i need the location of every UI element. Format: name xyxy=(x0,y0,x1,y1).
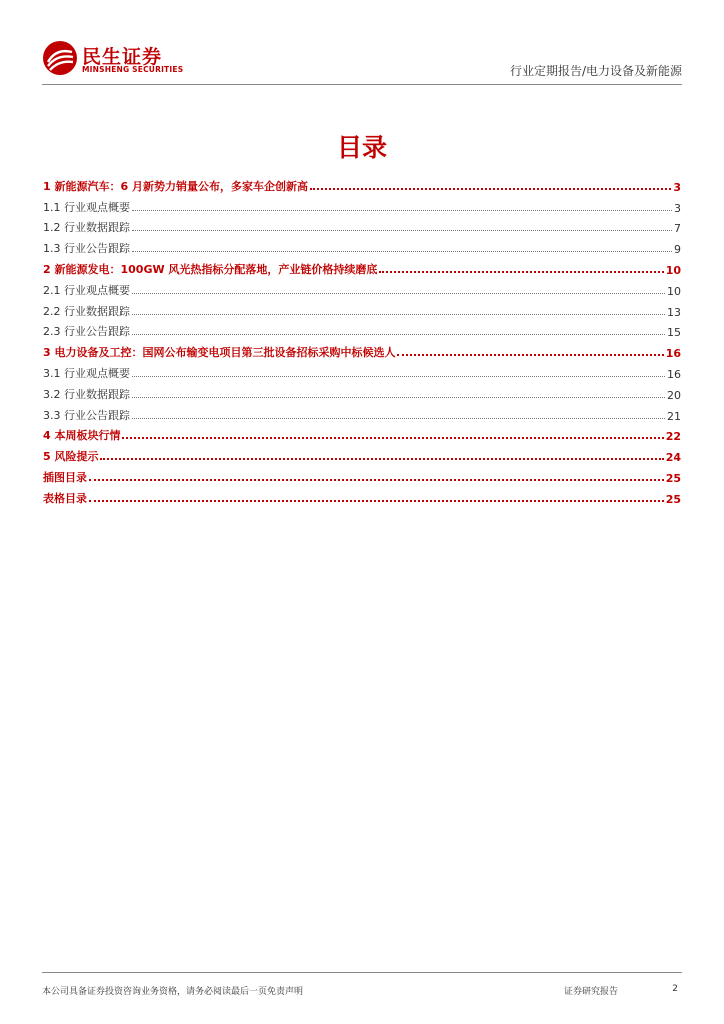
toc-entry-page: 3 xyxy=(674,201,681,215)
toc-entry-page: 9 xyxy=(674,243,681,257)
toc-entry-title: 5 风险提示 xyxy=(43,450,99,464)
toc-dot-leader xyxy=(100,458,663,460)
toc-dot-leader xyxy=(132,376,665,377)
toc-dot-leader xyxy=(122,437,663,439)
company-logo xyxy=(42,40,182,76)
toc-entry-page: 15 xyxy=(667,326,681,340)
toc-entry-page: 20 xyxy=(667,388,681,402)
toc-entry-title: 3 电力设备及工控：国网公布输变电项目第三批设备招标采购中标候选人 xyxy=(43,346,396,360)
footer-report-label: 证券研究报告 xyxy=(564,987,619,997)
page-header xyxy=(42,40,682,85)
header-divider xyxy=(42,84,682,85)
toc-dot-leader xyxy=(89,479,664,481)
report-type: 行业定期报告/电力设备及新能源 xyxy=(509,64,682,78)
toc-dot-leader xyxy=(132,251,672,252)
toc-entry-page: 13 xyxy=(667,305,681,319)
toc-entry-title: 3.2 行业数据跟踪 xyxy=(43,387,130,401)
footer-disclaimer: 本公司具备证券投资咨询业务资格，请务必阅读最后一页免责声明 xyxy=(42,987,304,997)
toc-entry-title: 2.1 行业观点概要 xyxy=(43,283,130,297)
page-footer xyxy=(42,972,682,997)
toc-entry-subsection[interactable] xyxy=(43,194,681,215)
page-number: 2 xyxy=(672,984,678,994)
toc-entry-title: 3.3 行业公告跟踪 xyxy=(43,408,130,422)
toc-entry-subsection[interactable] xyxy=(43,215,681,236)
footer-divider xyxy=(42,972,682,973)
toc-entry-title: 2.3 行业公告跟踪 xyxy=(43,325,130,339)
toc-entry-page: 25 xyxy=(665,471,681,485)
logo-english-name: MINSHENG SECURITIES xyxy=(82,65,184,74)
toc-title: 目录 xyxy=(336,133,387,162)
toc-dot-leader xyxy=(89,500,664,502)
toc-entry-title: 1.1 行业观点概要 xyxy=(43,200,130,214)
toc-entry-page: 3 xyxy=(673,180,681,194)
toc-entry-section[interactable] xyxy=(43,173,681,194)
toc-entry-title: 3.1 行业观点概要 xyxy=(43,366,130,380)
toc-entry-section[interactable] xyxy=(43,443,681,464)
toc-entry-page: 10 xyxy=(667,284,681,298)
toc-entry-subsection[interactable] xyxy=(43,319,681,340)
toc-entry-title: 1.3 行业公告跟踪 xyxy=(43,242,130,256)
minsheng-logo-icon xyxy=(42,40,78,76)
toc-dot-leader xyxy=(310,188,671,190)
toc-entry-page: 21 xyxy=(667,409,681,423)
toc-entry-subsection[interactable] xyxy=(43,381,681,402)
toc-dot-leader xyxy=(132,334,665,335)
toc-entry-page: 7 xyxy=(674,222,681,236)
table-of-contents xyxy=(43,173,681,506)
toc-dot-leader xyxy=(132,397,665,398)
toc-dot-leader xyxy=(379,271,663,273)
toc-entry-section[interactable] xyxy=(43,464,681,485)
toc-entry-title: 表格目录 xyxy=(43,491,87,505)
toc-entry-subsection[interactable] xyxy=(43,235,681,256)
toc-dot-leader xyxy=(132,418,665,419)
toc-dot-leader xyxy=(132,314,665,315)
toc-entry-title: 插图目录 xyxy=(43,470,87,484)
toc-entry-section[interactable] xyxy=(43,485,681,506)
toc-entry-page: 16 xyxy=(665,347,681,361)
toc-entry-subsection[interactable] xyxy=(43,298,681,319)
toc-entry-page: 25 xyxy=(665,492,681,506)
toc-dot-leader xyxy=(397,354,663,356)
logo-chinese-name: 民生证券 xyxy=(82,46,163,68)
toc-entry-subsection[interactable] xyxy=(43,360,681,381)
toc-entry-section[interactable] xyxy=(43,256,681,277)
toc-entry-page: 24 xyxy=(665,451,681,465)
toc-entry-title: 1 新能源汽车：6 月新势力销量公布，多家车企创新高 xyxy=(43,179,308,193)
toc-entry-title: 2.2 行业数据跟踪 xyxy=(43,304,130,318)
toc-dot-leader xyxy=(132,230,672,231)
toc-entry-section[interactable] xyxy=(43,339,681,360)
toc-entry-page: 22 xyxy=(665,430,681,444)
toc-entry-section[interactable] xyxy=(43,423,681,444)
toc-entry-page: 16 xyxy=(667,367,681,381)
toc-entry-subsection[interactable] xyxy=(43,402,681,423)
toc-entry-title: 4 本周板块行情 xyxy=(43,429,121,443)
toc-dot-leader xyxy=(132,210,672,211)
toc-entry-title: 1.2 行业数据跟踪 xyxy=(43,221,130,235)
toc-dot-leader xyxy=(132,293,665,294)
toc-entry-page: 10 xyxy=(665,263,681,277)
toc-entry-title: 2 新能源发电：100GW 风光热指标分配落地，产业链价格持续磨底 xyxy=(43,262,378,276)
toc-entry-subsection[interactable] xyxy=(43,277,681,298)
